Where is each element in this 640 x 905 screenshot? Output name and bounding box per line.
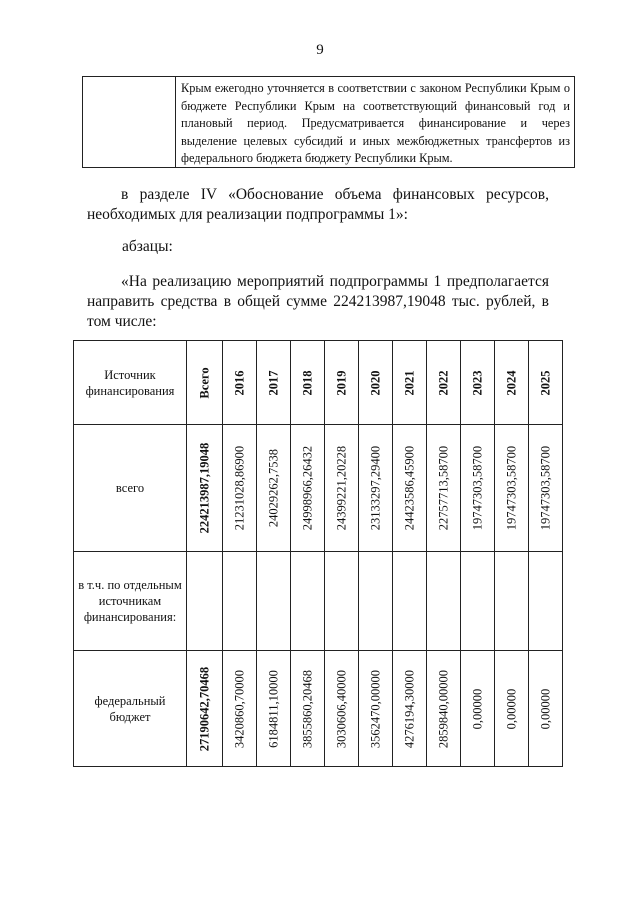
value-text: 3562470,00000 — [368, 669, 382, 748]
value-text: 6184811,10000 — [266, 669, 280, 748]
value-text: 24399221,20228 — [334, 445, 348, 531]
value-cell — [223, 425, 257, 552]
value-cell — [427, 425, 461, 552]
value-text: 3420860,70000 — [232, 669, 246, 748]
year-header-cell — [529, 341, 563, 425]
value-cell — [223, 651, 257, 767]
value-cell — [393, 425, 427, 552]
table-header-row — [74, 341, 563, 425]
continuation-table — [82, 76, 575, 168]
value-text: 21231028,86900 — [232, 445, 246, 531]
value-cell — [461, 552, 495, 651]
year-header-cell — [325, 341, 359, 425]
value-cell — [461, 425, 495, 552]
value-text: 19747303,58700 — [504, 445, 518, 531]
value-cell — [187, 552, 223, 651]
value-cell — [187, 425, 223, 552]
value-text: 0,00000 — [504, 688, 518, 729]
year-header-cell — [495, 341, 529, 425]
year-header-label: 2025 — [538, 370, 552, 395]
value-text: 4276194,30000 — [402, 669, 416, 748]
value-cell — [257, 425, 291, 552]
value-text: 19747303,58700 — [470, 445, 484, 531]
value-cell — [427, 552, 461, 651]
year-header-cell — [257, 341, 291, 425]
value-text: 3855860,20468 — [300, 669, 314, 748]
table-row — [74, 651, 563, 767]
value-text: 24029262,7538 — [266, 448, 280, 528]
value-cell — [187, 651, 223, 767]
continuation-text: Крым ежегодно уточняется в соответствии с законом Республики Крым о бюджете Республики Крым на соответствующий финансовый год и плановый период. Предусматривается финансирование и через выделение целевых субсидий и иных межбюджетных трансфертов из федерального бюджета бюджету Республики Крым. — [181, 81, 570, 166]
value-cell — [529, 651, 563, 767]
source-header-cell: Источник финансирования — [74, 341, 187, 425]
value-text: 224213987,19048 — [197, 442, 211, 534]
value-cell — [325, 552, 359, 651]
value-cell — [495, 651, 529, 767]
year-header-label: 2021 — [402, 370, 416, 395]
year-header-label: 2019 — [334, 370, 348, 395]
value-cell — [359, 552, 393, 651]
value-text: 22757713,58700 — [436, 445, 450, 531]
value-cell — [461, 651, 495, 767]
paragraph-3-text: «На реализацию мероприятий подпрограммы 1 предполагается направить средства в общей сумме 224213987,19048 тыс. рублей, в том числе: — [87, 273, 549, 330]
value-cell — [325, 425, 359, 552]
paragraph-1-text: в разделе IV «Обоснование объема финансовых ресурсов, необходимых для реализации подпрограммы 1»: — [87, 186, 549, 223]
value-cell — [291, 552, 325, 651]
value-cell — [393, 552, 427, 651]
value-text: 0,00000 — [470, 688, 484, 729]
value-cell — [495, 425, 529, 552]
year-header-label: 2020 — [368, 370, 382, 395]
year-header-cell — [359, 341, 393, 425]
year-header-label: 2018 — [300, 370, 314, 395]
year-header-label: 2017 — [266, 370, 280, 395]
value-cell — [359, 425, 393, 552]
year-header-label: 2023 — [470, 370, 484, 395]
year-header-cell — [187, 341, 223, 425]
value-cell — [257, 552, 291, 651]
value-cell — [325, 651, 359, 767]
value-cell — [393, 651, 427, 767]
value-cell — [257, 651, 291, 767]
paragraphs-label: абзацы: — [122, 238, 173, 255]
value-cell — [291, 425, 325, 552]
year-header-label: 2016 — [232, 370, 246, 395]
value-cell — [291, 651, 325, 767]
empty-cell — [83, 77, 176, 167]
value-text: 23133297,29400 — [368, 445, 382, 531]
row-label-cell: в т.ч. по отдельным источникам финансирования: — [74, 552, 187, 651]
value-text: 19747303,58700 — [538, 445, 552, 531]
value-cell — [359, 651, 393, 767]
table-row — [74, 552, 563, 651]
year-header-cell — [393, 341, 427, 425]
value-cell — [427, 651, 461, 767]
value-text: 24998966,26432 — [300, 445, 314, 531]
value-text: 0,00000 — [538, 688, 552, 729]
row-label-cell: всего — [74, 425, 187, 552]
value-text: 2859840,00000 — [436, 669, 450, 748]
value-text: 24423586,45900 — [402, 445, 416, 531]
financing-table — [73, 340, 563, 767]
table-row — [74, 425, 563, 552]
page-number: 9 — [316, 42, 324, 58]
year-header-label: 2024 — [504, 370, 518, 395]
value-cell — [223, 552, 257, 651]
year-header-label: Всего — [197, 366, 211, 399]
year-header-label: 2022 — [436, 370, 450, 395]
year-header-cell — [223, 341, 257, 425]
value-text: 3030606,40000 — [334, 669, 348, 748]
row-label-cell: федеральный бюджет — [74, 651, 187, 767]
section-reference-paragraph — [87, 185, 549, 225]
value-cell — [495, 552, 529, 651]
value-text: 27190642,70468 — [197, 666, 211, 751]
value-cell — [529, 425, 563, 552]
year-header-cell — [291, 341, 325, 425]
funding-intro-paragraph — [87, 272, 549, 332]
year-header-cell — [461, 341, 495, 425]
year-header-cell — [427, 341, 461, 425]
value-cell — [529, 552, 563, 651]
